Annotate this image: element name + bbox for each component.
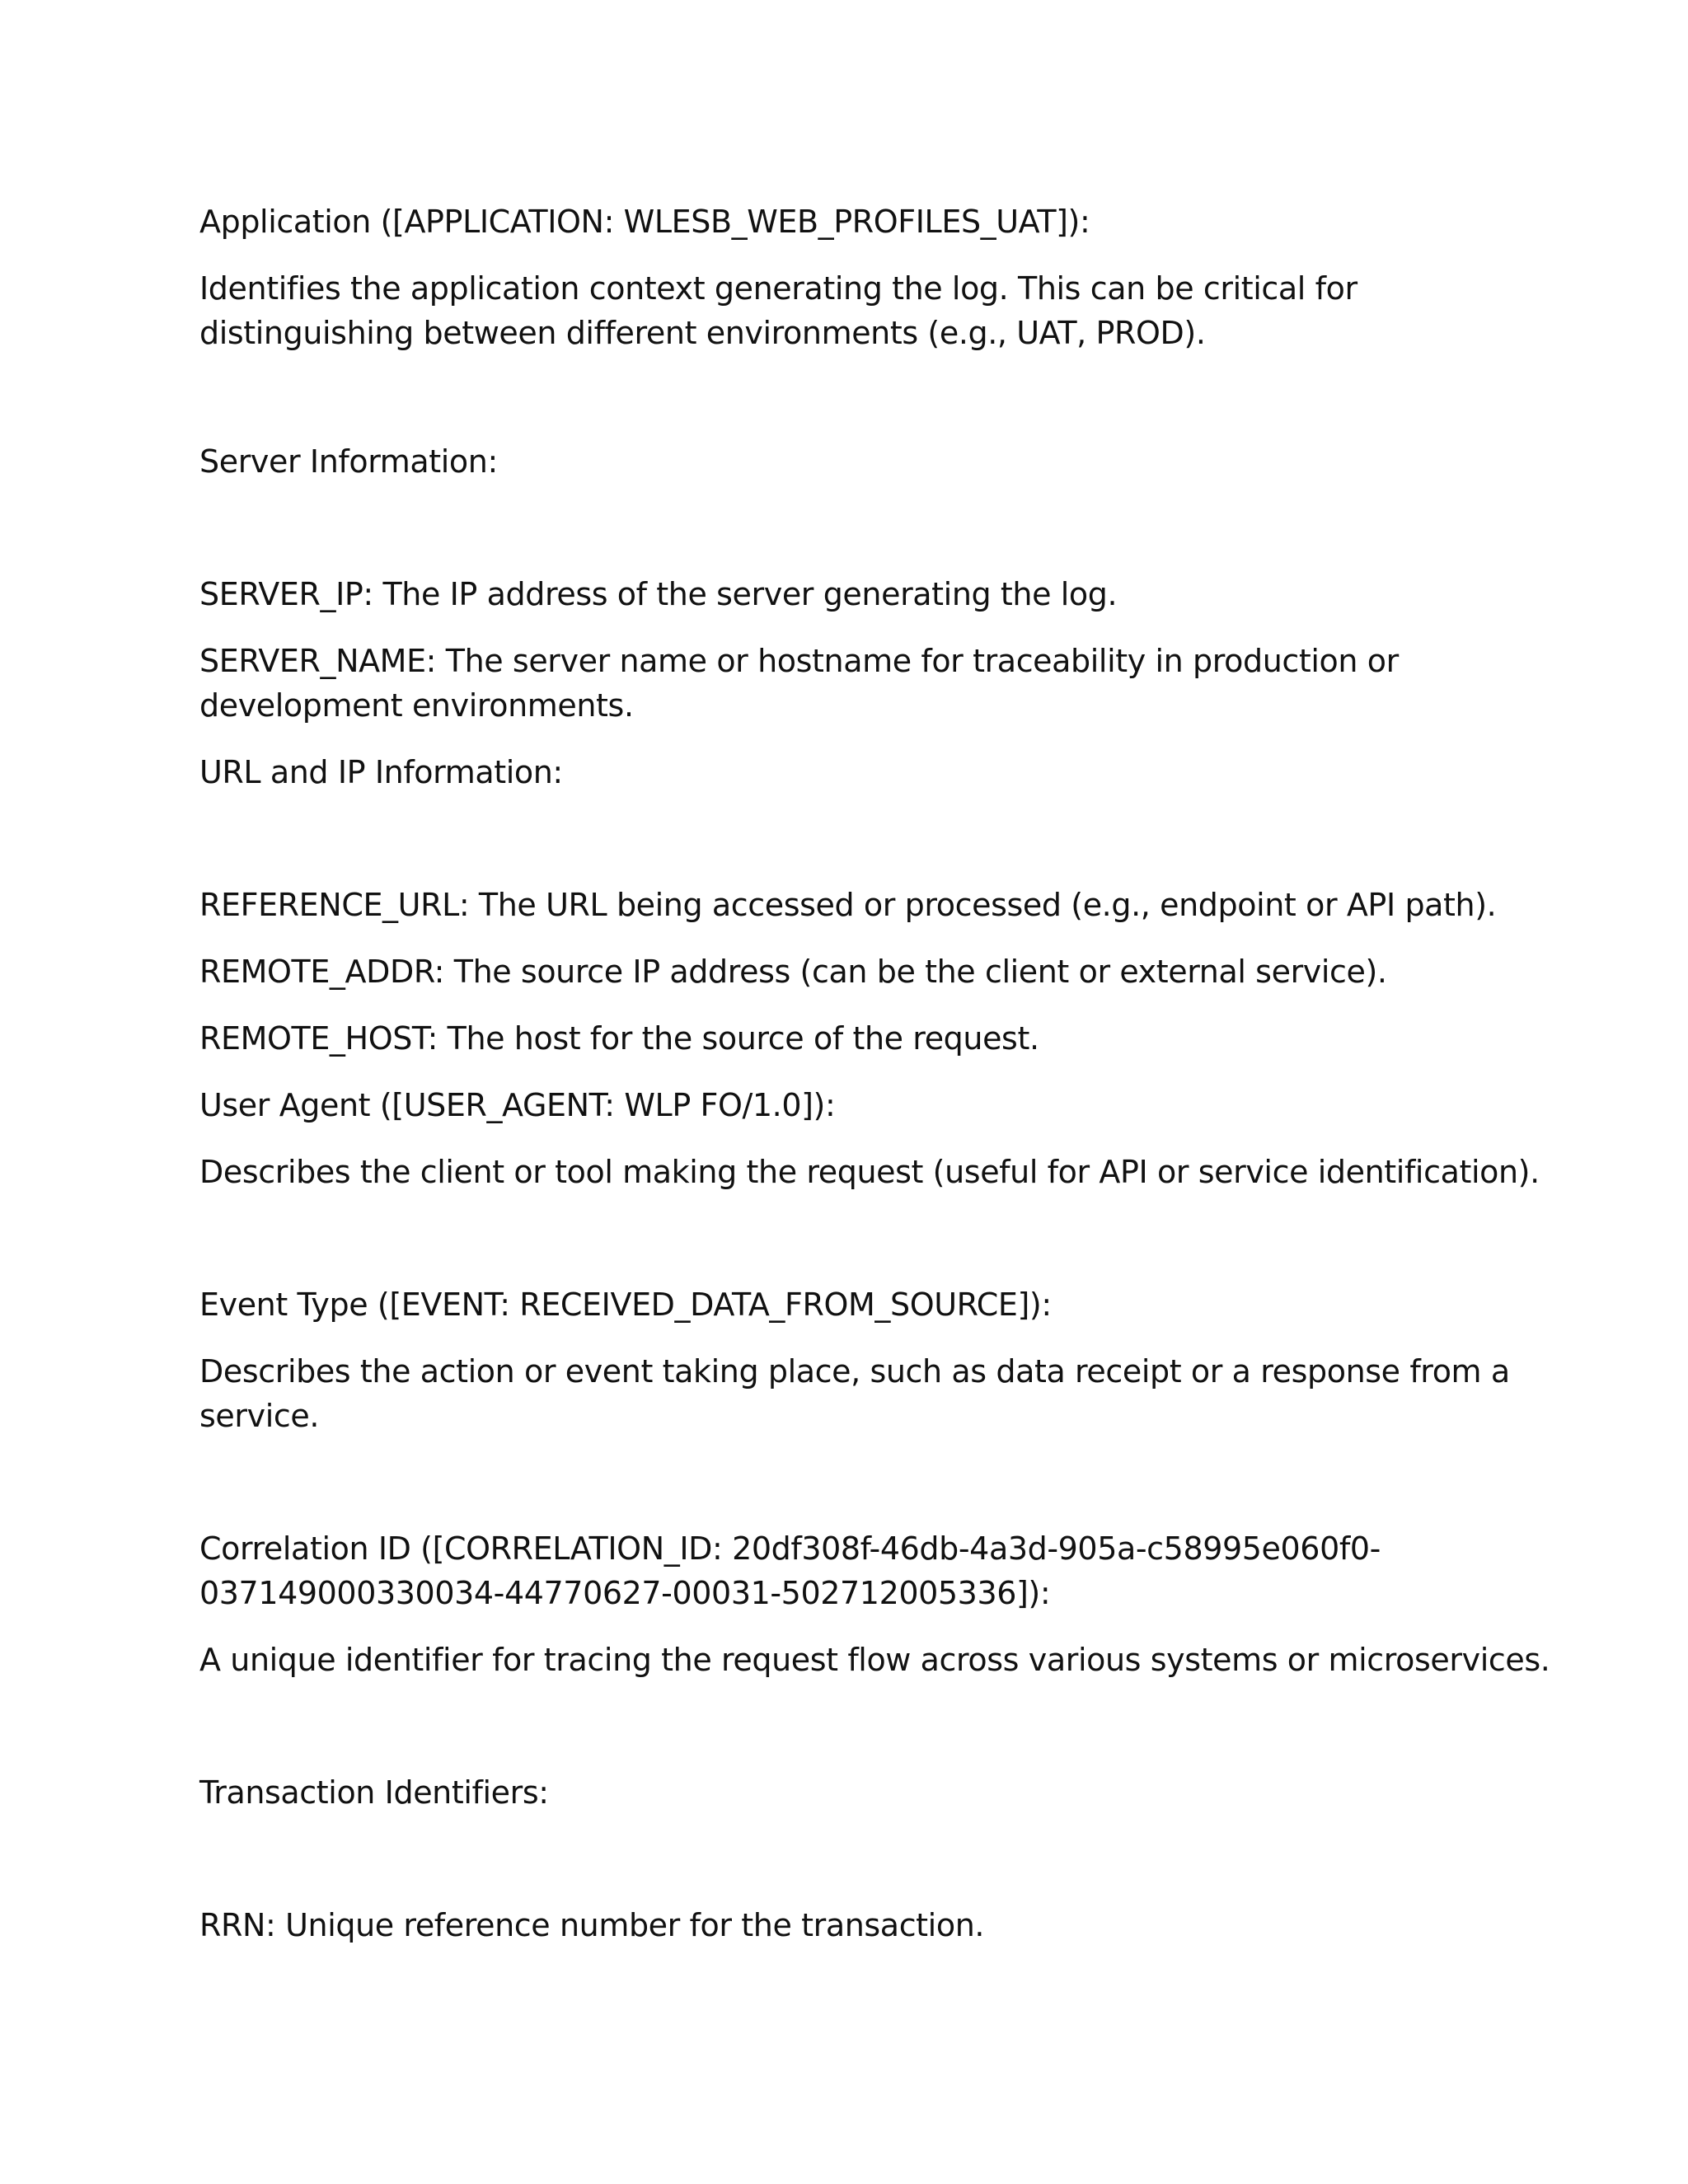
transaction-identifiers-heading: Transaction Identifiers:: [199, 1774, 549, 1811]
correlation-id-description: A unique identifier for tracing the request flow across various systems or microservices.: [199, 1642, 1550, 1678]
rrn-item: RRN: Unique reference number for the transaction.: [199, 1907, 985, 1943]
reference-url-item: REFERENCE_URL: The URL being accessed or processed (e.g., endpoint or API path).: [199, 887, 1497, 923]
remote-addr-item: REMOTE_ADDR: The source IP address (can be the client or external service).: [199, 954, 1387, 990]
event-type-heading: Event Type ([EVENT: RECEIVED_DATA_FROM_SOURCE]):: [199, 1286, 1052, 1323]
application-heading: Application ([APPLICATION: WLESB_WEB_PROFILES_UAT]):: [199, 204, 1090, 240]
correlation-id-heading: Correlation ID ([CORRELATION_ID: 20df308f-46db-4a3d-905a-c58995e060f0-037149000330034-44770627-00031-502712005336]):: [199, 1530, 1381, 1611]
server-ip-item: SERVER_IP: The IP address of the server generating the log.: [199, 576, 1118, 612]
event-type-description: Describes the action or event taking place, such as data receipt or a response from a service.: [199, 1353, 1510, 1434]
user-agent-description: Describes the client or tool making the request (useful for API or service identification).: [199, 1154, 1540, 1190]
server-information-heading: Server Information:: [199, 443, 498, 480]
server-name-item: SERVER_NAME: The server name or hostname for traceability in production or development environments.: [199, 643, 1399, 724]
remote-host-item: REMOTE_HOST: The host for the source of the request.: [199, 1020, 1039, 1057]
user-agent-heading: User Agent ([USER_AGENT: WLP FO/1.0]):: [199, 1087, 836, 1123]
application-description: Identifies the application context generating the log. This can be critical for distinguishing between different environments (e.g., UAT, PROD).: [199, 270, 1357, 351]
url-ip-information-heading: URL and IP Information:: [199, 754, 563, 790]
